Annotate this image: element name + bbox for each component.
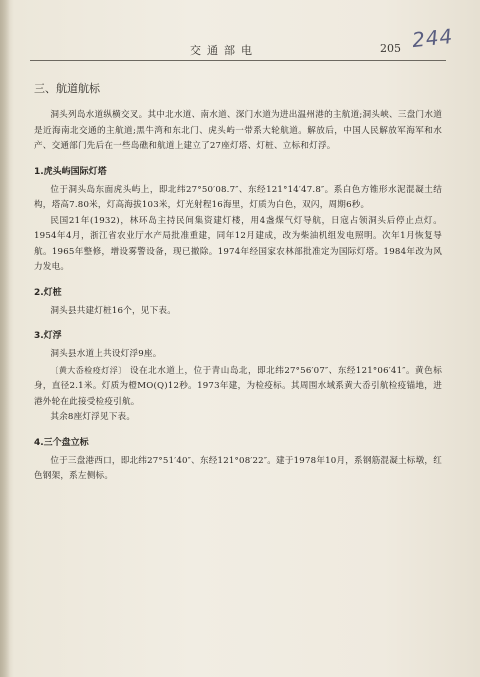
page-number: 205 xyxy=(380,42,401,55)
section-title: 三、航道航标 xyxy=(34,82,100,95)
main-content xyxy=(34,72,442,485)
quarantine-buoy-paragraph xyxy=(34,363,442,411)
header-rule xyxy=(30,60,446,61)
light-buoy-paragraph: 洞头县水道上共设灯浮9座。 xyxy=(50,349,162,359)
running-header xyxy=(30,23,455,60)
quarantine-buoy-label: 〔黄大岙检疫灯浮〕 xyxy=(50,365,127,375)
subheading-light-beacon: 2.灯桩 xyxy=(34,287,62,298)
standing-marker-paragraph: 位于三盘港西口，即北纬27°51′40″、东经121°08′22″。建于1978年10月，系钢筋混凝土标墩，红色钢架，系左侧标。 xyxy=(34,455,442,481)
light-beacon-paragraph: 洞头县共建灯桩16个，见下表。 xyxy=(50,305,176,316)
subheading-light-buoy: 3.灯浮 xyxy=(34,331,62,341)
handwritten-page-number: 244 xyxy=(410,23,455,53)
header-title: 交通部电 xyxy=(190,44,258,57)
lighthouse-paragraph-1: 位于洞头岛东面虎头屿上，即北纬27°50′08.7″、东经121°14′47.8″。系白色方锥形水泥混凝土结构，塔高7.80米，灯高海拔103米，灯光射程16海里，灯质为白色，双闪，周期6秒。 xyxy=(34,184,442,210)
subheading-lighthouse: 1.虎头屿国际灯塔 xyxy=(34,166,107,177)
quarantine-buoy-text: 设在北水道上，位于青山岛北，即北纬27°56′07″、东经121°06′41″。黄色标身，直径2.1米。灯质为橙MO(Q)12秒。1973年建，为检疫标。其周围水域系黄大岙引航检疫锚地，进港外轮在此接受检疫引航。 xyxy=(34,365,442,407)
section-intro: 洞头列岛水道纵横交叉。其中北水道、南水道、深门水道为进出温州港的主航道;洞头峡、三盘门水道是近海南北交通的主航道;黑牛湾和东北门、虎头屿一带系大轮航道。解放后，中国人民解放军海军和水产、交通部门先后在一些岛礁和航道上建立了27座灯塔、灯桩、立标和灯浮。 xyxy=(34,110,442,151)
binding-shadow xyxy=(0,0,10,677)
light-buoy-after: 其余8座灯浮见下表。 xyxy=(50,412,136,422)
subheading-standing-marker: 4.三个盘立标 xyxy=(34,437,89,448)
lighthouse-paragraph-2: 民国21年(1932)，林环岛主持民间集资建灯楼，用4盏煤气灯导航，日寇占领洞头后停止点灯。1954年4月，浙江省农业厅水产局批准重建，同年12月建成，改为柴油机组发电照明。次年1月恢复导航。1965年整修，增设雾警设备，现已撤除。1974年经国家农林部批准定为国际灯塔。1984年改为风力发电。 xyxy=(34,215,442,272)
